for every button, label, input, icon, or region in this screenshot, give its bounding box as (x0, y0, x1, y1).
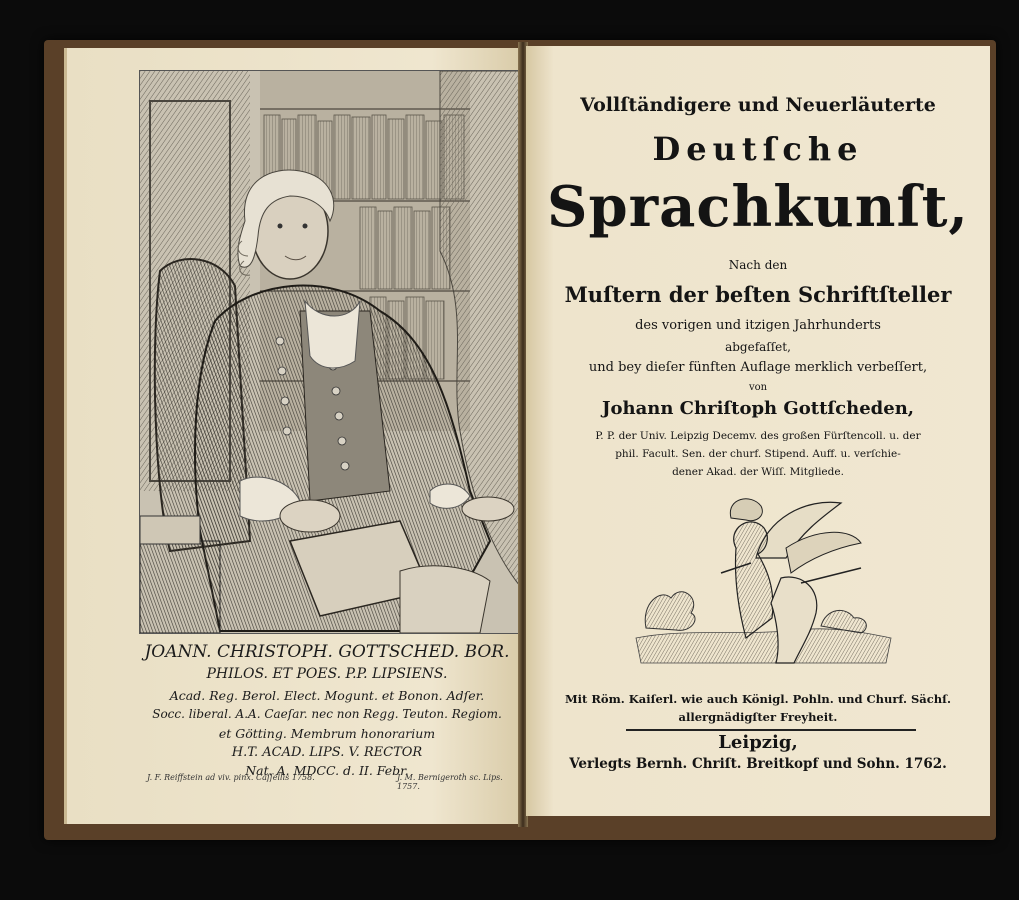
divider-rule (626, 729, 916, 731)
title-line-1: Vollſtändigere und Neuerläuterte (580, 94, 936, 116)
imprint-city: Leipzig, (718, 732, 798, 753)
portrait-caption-birth: Nat. A. MDCC. d. II. Febr. (245, 763, 409, 778)
engraver-signature-left: J. F. Reiffstein ad viv. pinx. Caſſellis 1758. (147, 773, 315, 782)
portrait-caption-line: et Götting. Membrum honorarium (218, 726, 436, 741)
title-line-8: und bey dieſer fünften Auflage merklich verbeſſert, (588, 360, 928, 375)
imprint-publisher: Verlegts Bernh. Chriſt. Breitkopf und Sohn. 1762. (569, 756, 947, 772)
portrait-caption-name: JOANN. CHRISTOPH. GOTTSCHED. BOR. (144, 642, 510, 662)
privilege-line: allergnädigſter Freyheit. (678, 710, 838, 724)
title-line-9: von (748, 382, 768, 393)
main-title: Sprachkunſt, (547, 174, 969, 240)
portrait-illustration (140, 71, 523, 633)
title-vignette (626, 488, 896, 678)
title-line-7: abgefaſſet, (725, 340, 791, 354)
privilege-line: Mit Röm. Kaiſerl. wie auch Königl. Pohln. und Churf. Sächſ. (564, 692, 952, 706)
title-page (526, 46, 990, 816)
title-line-6: des vorigen und itzigen Jahrhunderts (635, 318, 881, 333)
portrait-engraving (139, 70, 523, 634)
portrait-caption-rector: H.T. ACAD. LIPS. V. RECTOR (231, 745, 423, 760)
portrait-caption-line: Acad. Reg. Berol. Elect. Mogunt. et Bonon. Adſer. (169, 688, 485, 703)
author-name: Johann Chriſtoph Gottſcheden, (601, 398, 915, 419)
author-credentials: dener Akad. der Wiſſ. Mitgliede. (672, 466, 844, 478)
title-line-2: Deutſche (652, 130, 864, 168)
author-credentials: P. P. der Univ. Leipzig Decemv. des großen Fürſtencoll. u. der (595, 430, 921, 442)
portrait-caption-line: Socc. liberal. A.A. Caeſar. nec non Regg. Teuton. Regiom. (152, 707, 502, 721)
portrait-caption-title: PHILOS. ET POES. P.P. LIPSIENS. (206, 666, 448, 682)
engraver-signature-right: J. M. Bernigeroth sc. Lips. 1757. (397, 773, 503, 791)
author-credentials: phil. Facult. Sen. der churf. Stipend. Auff. u. verſchie- (615, 448, 901, 460)
title-line-4: Nach den (728, 258, 788, 272)
title-line-5: Muſtern der beſten Schriftſteller (564, 282, 952, 307)
frontispiece-page (64, 48, 523, 824)
